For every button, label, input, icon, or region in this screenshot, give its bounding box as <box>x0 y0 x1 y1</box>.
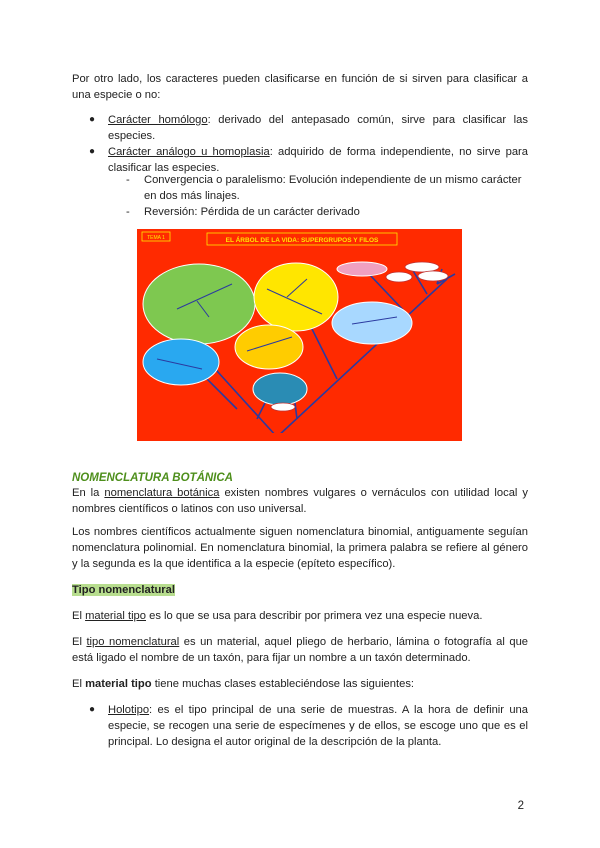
bullet-text: : adquirido de forma independiente, no sirve para clasificar las especies. <box>108 146 528 174</box>
group-yellow <box>254 263 338 331</box>
term-tipo-nomenclatural: tipo nomenclatural <box>86 636 180 648</box>
tipo-paragraph-2 <box>72 634 528 666</box>
group-white-3 <box>386 272 412 282</box>
group-white-2 <box>418 271 448 281</box>
bullet-text: : derivado del antepasado común, sirve para clasificar las especies. <box>108 114 528 142</box>
term-material-tipo: material tipo <box>85 610 146 622</box>
group-white-1 <box>405 262 439 272</box>
text: es lo que se usa para describir por primera vez una especie nueva. <box>146 610 483 622</box>
root-label-box <box>272 433 292 439</box>
group-white-4 <box>271 403 295 411</box>
tipo-heading-wrap <box>72 582 528 598</box>
sub-bullet-dash: - <box>126 206 130 218</box>
tipo-paragraph-1 <box>72 608 528 624</box>
text: tiene muchas clases estableciéndose las siguientes: <box>151 678 415 690</box>
sub-bullet-reversion: Reversión: Pérdida de un carácter derivado <box>144 206 360 218</box>
text: En la <box>72 487 105 499</box>
text: El <box>72 678 86 690</box>
group-lightblue <box>332 302 412 344</box>
bullet-dot: ● <box>89 146 96 157</box>
tipo-heading: Tipo nomenclatural <box>72 584 175 596</box>
text: El <box>72 610 86 622</box>
group-orange <box>235 325 303 369</box>
intro-paragraph: Por otro lado, los caracteres pueden clasificarse en función de si sirven para clasificar a una especie o no: <box>72 73 528 101</box>
tree-of-life-figure <box>137 229 462 441</box>
figure-title: EL ÁRBOL DE LA VIDA: SUPERGRUPOS Y FILOS <box>225 237 379 244</box>
term-nomenclatura-botanica: nomenclatura botánica <box>104 487 220 499</box>
term-material-tipo-bold: material tipo <box>85 678 152 690</box>
page-number: 2 <box>517 800 524 812</box>
sub-bullet-convergencia: Convergencia o paralelismo: Evolución independiente de un mismo carácter en dos más linajes. <box>144 174 522 202</box>
figure-tag: TEMA 1 <box>147 235 165 241</box>
text: existen nombres vulgares o vernáculos con utilidad local y nombres científicos o latinos con uso universal. <box>72 487 529 515</box>
sub-bullet-dash: - <box>126 174 130 186</box>
bullet-text: : es el tipo principal de una serie de muestras. A la hora de definir una especie, se recogen una serie de especímenes y de ellos, se escoge uno que es el principal. Lo designa el autor original de la descripción de la planta. <box>108 704 528 748</box>
group-pink <box>337 262 387 276</box>
bullet-holotipo <box>108 702 528 750</box>
nomenclatura-paragraph-2: Los nombres científicos actualmente siguen nomenclatura binomial, antiguamente seguían nomenclatura polinomial. En nomenclatura binomial, la primera palabra se refiere al género y la segunda es la que identifica a la especie (epíteto específico). <box>72 526 528 570</box>
text: El <box>72 636 87 648</box>
bullet-homologo <box>108 112 528 144</box>
bullet-dot: ● <box>89 704 96 715</box>
nomenclatura-paragraph-1 <box>72 485 528 517</box>
term-holotipo: Holotipo <box>108 704 150 716</box>
term-analogo: Carácter análogo u homoplasia <box>108 146 270 158</box>
tipo-paragraph-3 <box>72 676 528 692</box>
nomenclatura-heading: NOMENCLATURA BOTÁNICA <box>72 471 233 484</box>
bullet-dot: ● <box>89 114 96 125</box>
term-homologo: Carácter homólogo <box>108 114 208 126</box>
group-blue <box>143 339 219 385</box>
group-teal <box>253 373 307 405</box>
text: es un material, aquel pliego de herbario, lámina o fotografía al que está ligado el nombre de un taxón, para fijar un nombre a un taxón determinado. <box>72 636 529 664</box>
